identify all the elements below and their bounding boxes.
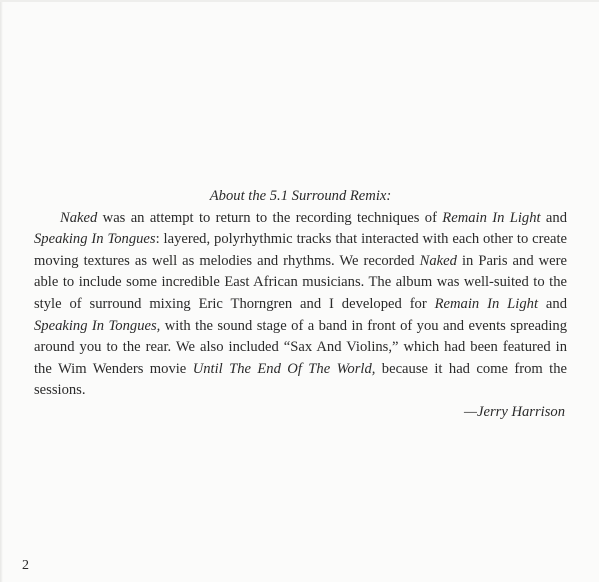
italic-title-run: Speaking In Tongues: [34, 231, 156, 248]
notes-paragraph: [34, 208, 567, 402]
italic-title-run: Naked: [419, 252, 457, 269]
italic-title-run: Remain In Light: [442, 209, 541, 226]
text-run: was an attempt to return to the recording techniques of: [97, 209, 443, 226]
page-edge-shadow: [0, 0, 3, 582]
italic-title-run: Until The End Of The World,: [192, 360, 376, 377]
author-credit: —Jerry Harrison: [464, 403, 565, 420]
liner-notes: [34, 186, 567, 424]
italic-title-run: Speaking In Tongues,: [34, 317, 161, 334]
page-top-edge: [0, 0, 599, 2]
text-run: because it had come from the sessions.: [34, 360, 567, 399]
notes-heading: About the 5.1 Surround Remix:: [209, 188, 392, 204]
page-number: 2: [22, 558, 29, 573]
text-run: in Paris and were able to include some incredible East African musicians. The album was well-suited to the style of surround mixing Eric Thorngren and I developed for: [34, 252, 567, 312]
text-run: : layered, polyrhythmic tracks that interacted with each other to create moving textures as well as melodies and rhythms. We recorded: [34, 231, 567, 269]
italic-title-run: Naked: [60, 209, 98, 226]
text-run: and: [540, 209, 567, 226]
text-run: and: [538, 295, 567, 312]
text-run: with the sound stage of a band in front of you and events spreading around you to the rear. We also included “Sax And Violins,” which had been featured in the Wim Wenders movie: [34, 317, 567, 377]
italic-title-run: Remain In Light: [434, 295, 539, 312]
